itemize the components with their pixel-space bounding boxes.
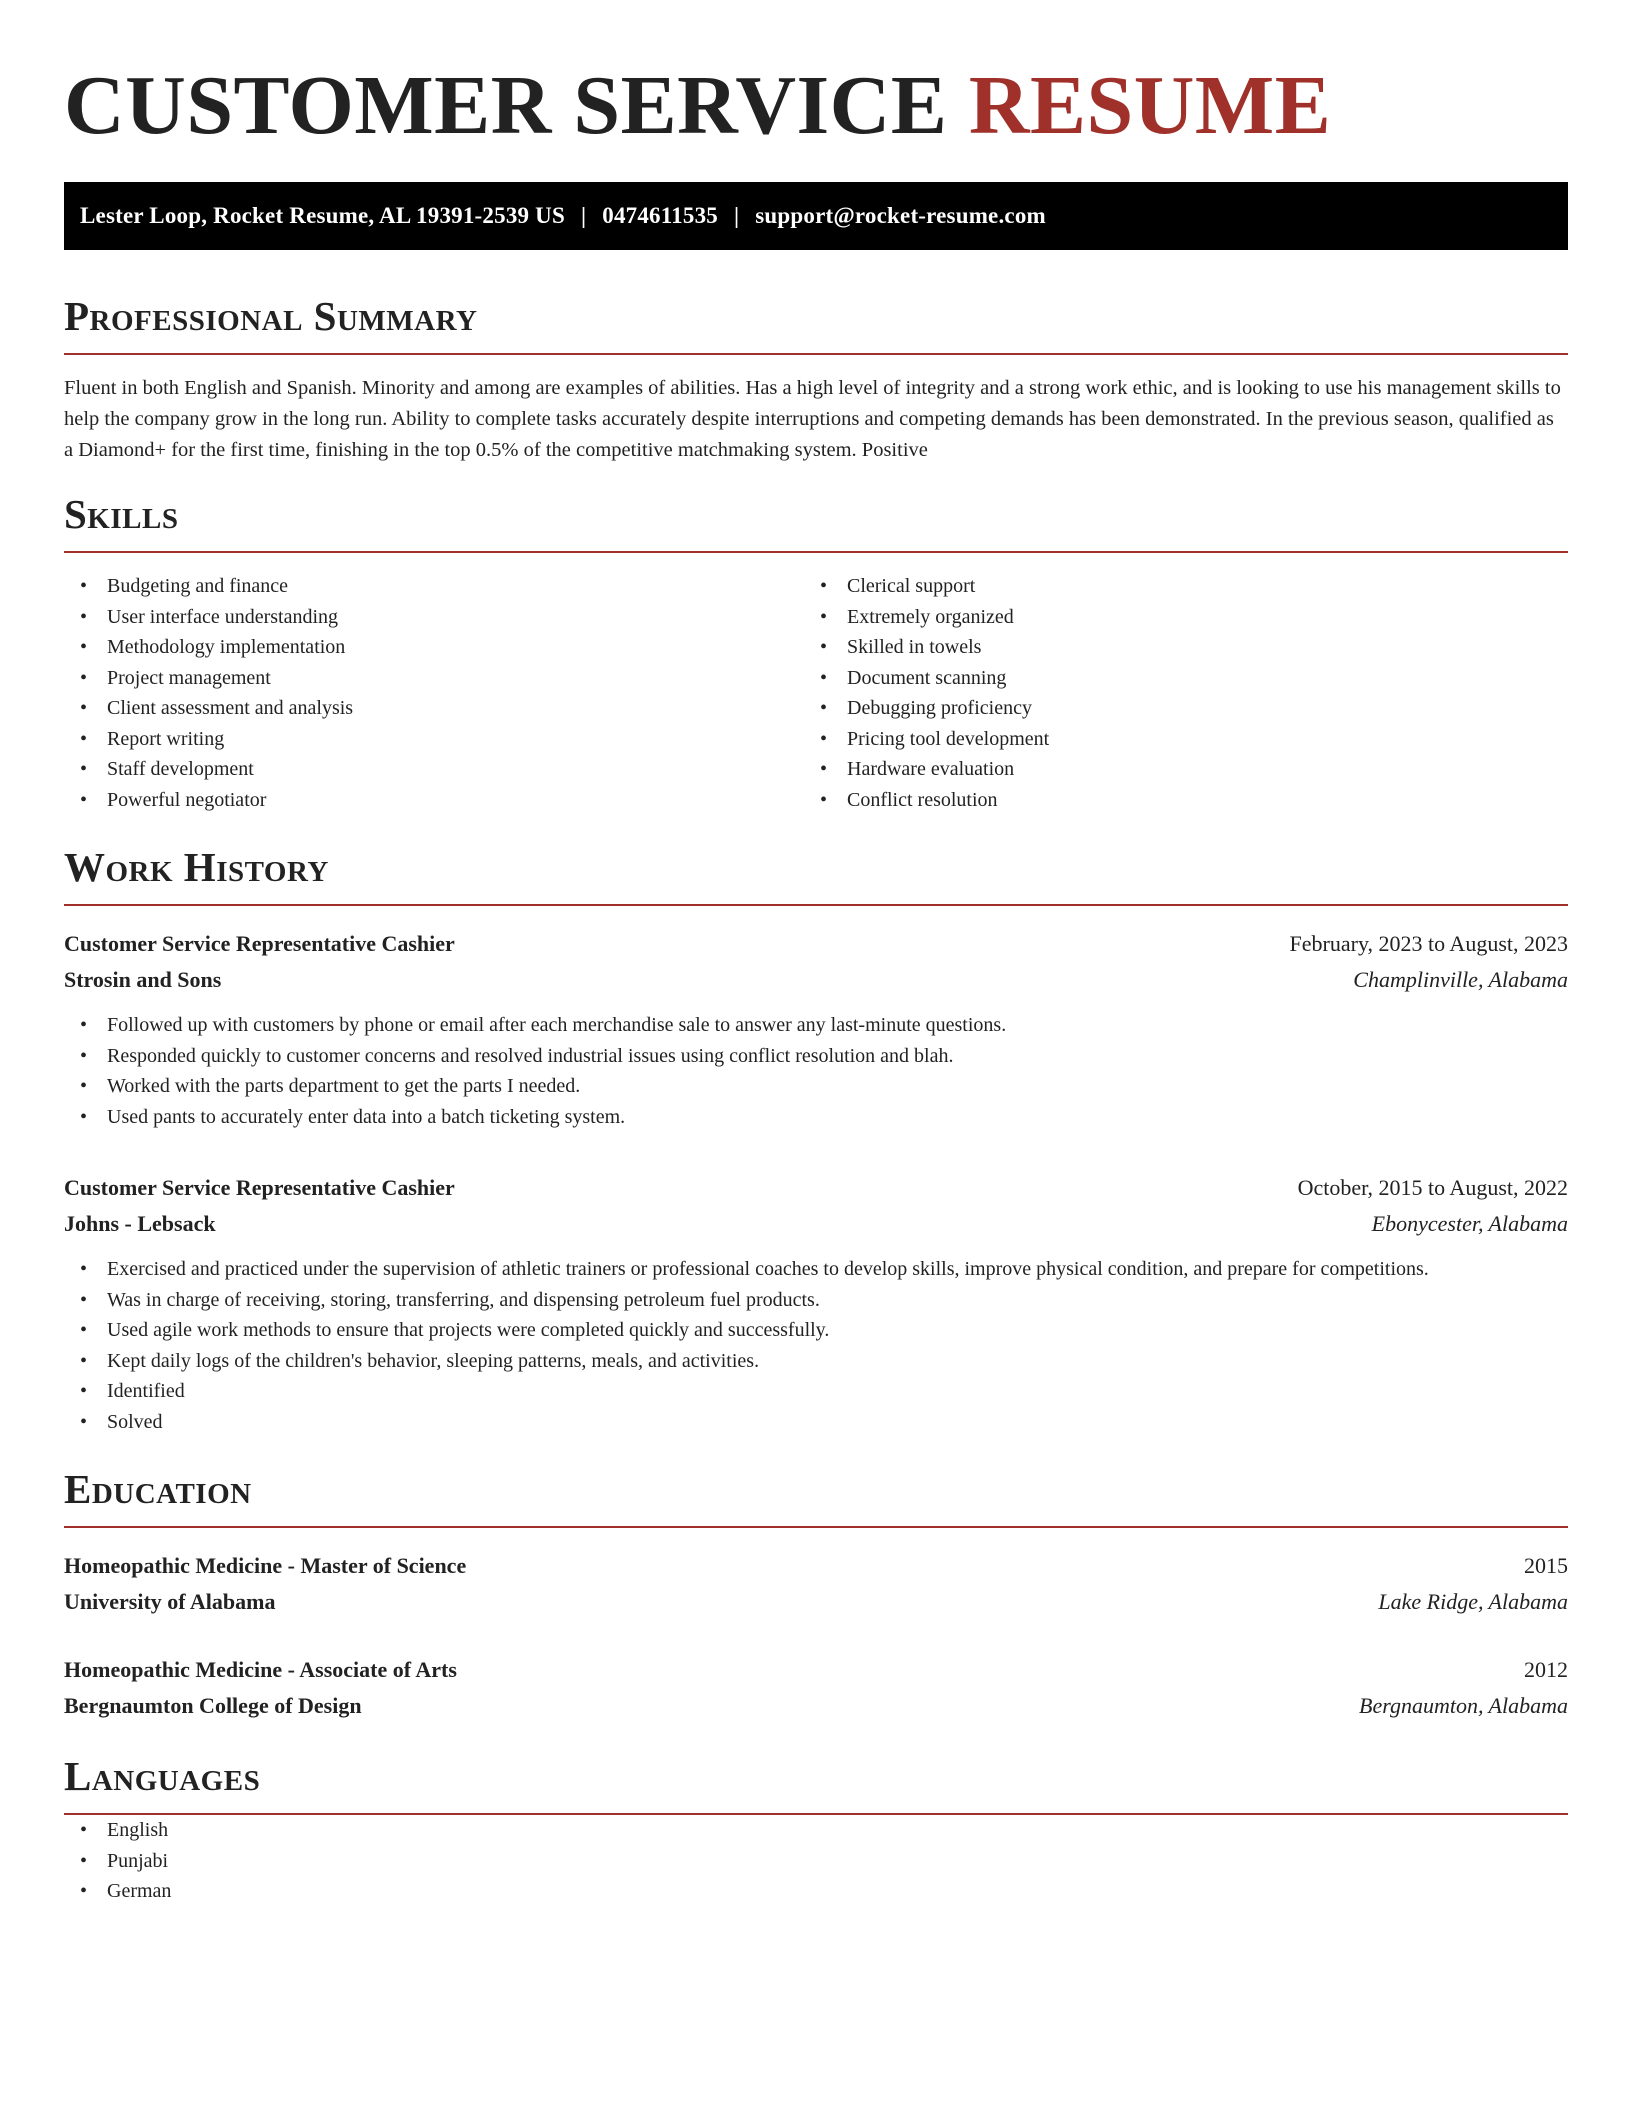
education-school: Bergnaumton College of Design [64,1693,362,1718]
summary-text: Fluent in both English and Spanish. Minority and among are examples of abilities. Has a high level of integrity and a strong work ethic, and is looking to use his management skills to help the company grow in the long run. Ability to complete tasks accurately despite interruptions and competing demands has been demonstrated. In the previous season, qualified as a Diamond+ for the first time, finishing in the top 0.5% of the competitive matchmaking system. Positive [64,377,1561,461]
list-item: • Methodology implementation [64,632,804,663]
skills-list-left [64,571,804,815]
contact-separator: | [580,203,587,228]
title-accent: RESUME [968,59,1332,152]
section-divider [64,1526,1568,1528]
job-location: Champlinville, Alabama [1353,967,1568,992]
education-section [64,1466,1568,1724]
education-header-row [64,1548,1568,1584]
job-title: Customer Service Representative Cashier [64,1175,455,1200]
job-bullets [64,1254,1568,1437]
contact-email[interactable]: support@rocket-resume.com [755,203,1046,228]
skills-grid [64,571,1568,815]
job-location: Ebonycester, Alabama [1371,1211,1568,1236]
job-title: Customer Service Representative Cashier [64,931,455,956]
list-item: • Punjabi [64,1846,1568,1877]
education-entry [64,1652,1568,1724]
list-item: • Report writing [64,724,804,755]
list-item: • Kept daily logs of the children's behavior, sleeping patterns, meals, and activities. [64,1346,1568,1377]
education-year: 2015 [1524,1553,1568,1578]
section-heading: Work History [64,844,329,890]
list-item: • Used pants to accurately enter data into a batch ticketing system. [64,1102,1568,1133]
education-school-row [64,1688,1568,1724]
section-divider [64,904,1568,906]
job-dates: February, 2023 to August, 2023 [1289,931,1568,956]
list-item: • Extremely organized [804,602,1544,633]
skills-section [64,491,1568,815]
list-item: • Responded quickly to customer concerns and resolved industrial issues using conflict resolution and blah. [64,1041,1568,1072]
education-entries [64,1548,1568,1724]
summary-section [64,293,1568,466]
section-heading: Professional Summary [64,293,478,339]
contact-bar [64,182,1568,250]
list-item: • Document scanning [804,663,1544,694]
job-entry [64,926,1568,1132]
section-heading: Education [64,1466,252,1512]
list-item: • Clerical support [804,571,1544,602]
job-company-row [64,1206,1568,1242]
languages-list [64,1815,1568,1907]
job-header-row [64,926,1568,962]
list-item: • Hardware evaluation [804,754,1544,785]
list-item: • Pricing tool development [804,724,1544,755]
job-company: Johns - Lebsack [64,1211,216,1236]
section-heading: Languages [64,1753,261,1799]
education-header-row [64,1652,1568,1688]
list-item: • Used agile work methods to ensure that projects were completed quickly and successfully. [64,1315,1568,1346]
list-item: • Identified [64,1376,1568,1407]
list-item: • User interface understanding [64,602,804,633]
job-entry [64,1170,1568,1437]
contact-separator: | [733,203,740,228]
job-bullets [64,1010,1568,1132]
list-item: • Project management [64,663,804,694]
list-item: • Followed up with customers by phone or email after each merchandise sale to answer any last-minute questions. [64,1010,1568,1041]
list-item: • Client assessment and analysis [64,693,804,724]
education-entry [64,1548,1568,1620]
title-main: CUSTOMER SERVICE [64,59,948,152]
contact-phone[interactable]: 0474611535 [602,203,718,228]
education-year: 2012 [1524,1657,1568,1682]
list-item: • Worked with the parts department to get the parts I needed. [64,1071,1568,1102]
section-divider [64,353,1568,355]
job-company-row [64,962,1568,998]
list-item: • Conflict resolution [804,785,1544,816]
list-item: • Budgeting and finance [64,571,804,602]
section-heading: Skills [64,491,179,537]
list-item: • Staff development [64,754,804,785]
list-item: • Skilled in towels [804,632,1544,663]
education-school: University of Alabama [64,1589,276,1614]
resume-title [64,59,1568,152]
list-item: • Powerful negotiator [64,785,804,816]
education-degree: Homeopathic Medicine - Master of Science [64,1553,467,1578]
job-dates: October, 2015 to August, 2022 [1297,1175,1568,1200]
list-item: • Was in charge of receiving, storing, transferring, and dispensing petroleum fuel products. [64,1285,1568,1316]
list-item: • German [64,1876,1568,1907]
list-item: • Exercised and practiced under the supervision of athletic trainers or professional coaches to develop skills, improve physical condition, and prepare for competitions. [64,1254,1568,1285]
education-location: Bergnaumton, Alabama [1359,1693,1568,1718]
contact-address: Lester Loop, Rocket Resume, AL 19391-2539 US [80,203,565,228]
education-location: Lake Ridge, Alabama [1378,1589,1568,1614]
list-item: • Debugging proficiency [804,693,1544,724]
section-divider [64,551,1568,553]
list-item: • Solved [64,1407,1568,1438]
languages-section [64,1753,1568,1907]
education-school-row [64,1584,1568,1620]
skills-list-right [804,571,1544,815]
list-item: • English [64,1815,1568,1846]
job-company: Strosin and Sons [64,967,222,992]
work-entries [64,926,1568,1437]
work-section [64,844,1568,1437]
education-degree: Homeopathic Medicine - Associate of Arts [64,1657,457,1682]
job-header-row [64,1170,1568,1206]
